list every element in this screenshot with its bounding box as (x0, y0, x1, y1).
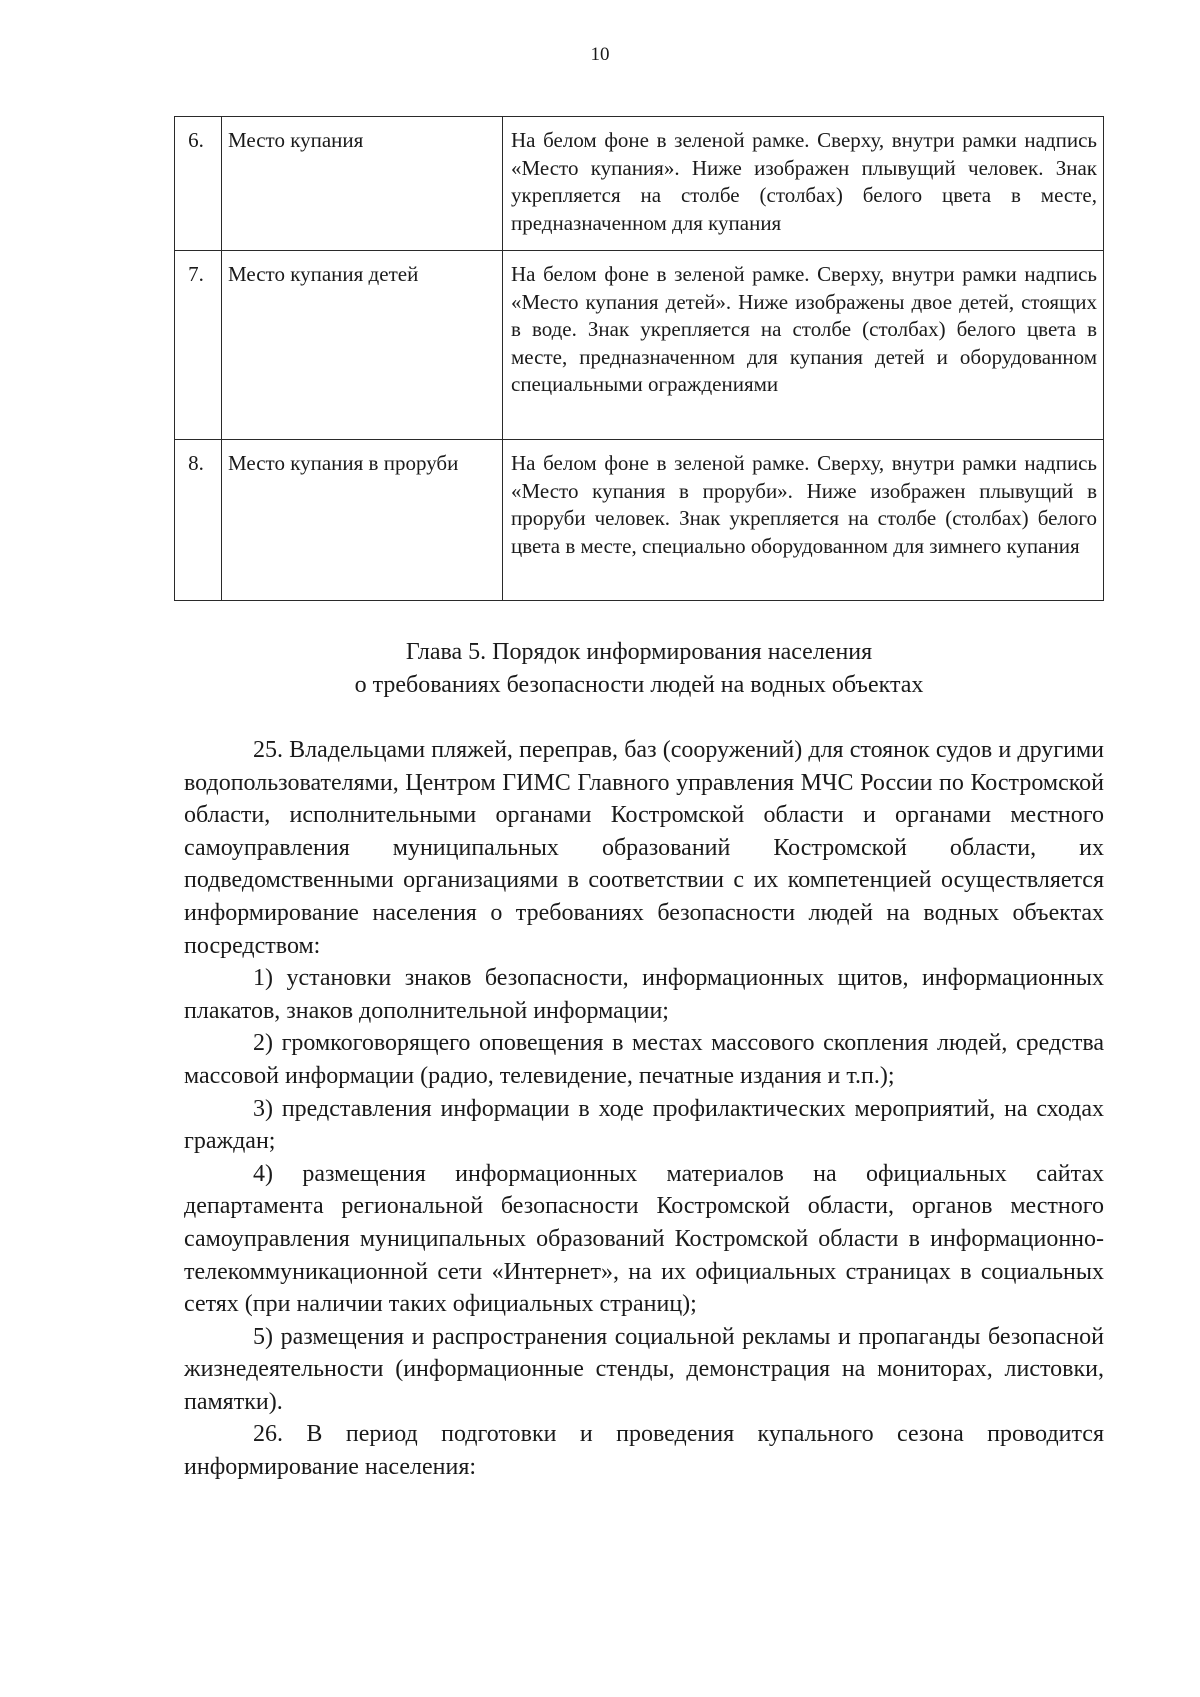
sign-description: На белом фоне в зеленой рамке. Сверху, внутри рамки надпись «Место купания детей». Ниже изображены двое детей, стоящих в воде. Знак укрепляется на столбе (столбах) белого цвета в месте, предназначенном для купания детей и оборудованном специальными ограждениями (503, 251, 1104, 440)
sign-name: Место купания (222, 117, 503, 251)
chapter-title-line-1: Глава 5. Порядок информирования населения (405, 639, 873, 665)
paragraph-25: 25. Владельцами пляжей, переправ, баз (сооружений) для стоянок судов и другими водопользователями, Центром ГИМС Главного управления МЧС России по Костромской области, исполнительными органами Костромской области и органами местного самоуправления муниципальных образований Костромской области, их подведомственными организациями в соответствии с их компетенцией осуществляется информирование населения о требованиях безопасности людей на водных объектах посредством: (184, 737, 1104, 959)
list-item-1: 1) установки знаков безопасности, информационных щитов, информационных плакатов, знаков дополнительной информации; (184, 965, 1104, 1024)
sign-description: На белом фоне в зеленой рамке. Сверху, внутри рамки надпись «Место купания в проруби». Ниже изображен плывущий в проруби человек. Знак укрепляется на столбе (столбах) белого цвета в месте, специально оборудованном для зимнего купания (503, 440, 1104, 601)
row-number: 6. (175, 117, 222, 251)
sign-name: Место купания в проруби (222, 440, 503, 601)
list-item-2: 2) громкоговорящего оповещения в местах массового скопления людей, средства массовой информации (радио, телевидение, печатные издания и т.п.); (184, 1030, 1104, 1089)
table-row (175, 251, 1104, 440)
chapter-title-line-2: о требованиях безопасности людей на водных объектах (354, 672, 924, 698)
signs-table (174, 116, 1104, 601)
table-row (175, 440, 1104, 601)
row-number: 7. (175, 251, 222, 440)
list-item-3: 3) представления информации в ходе профилактических мероприятий, на сходах граждан; (184, 1095, 1104, 1155)
page-number: 10 (590, 44, 610, 65)
list-item-5: 5) размещения и распространения социальной рекламы и пропаганды безопасной жизнедеятельности (информационные стенды, демонстрация на мониторах, листовки, памятки). (184, 1323, 1104, 1415)
paragraph-26: 26. В период подготовки и проведения купального сезона проводится информирование населения: (184, 1421, 1104, 1481)
body-text (184, 734, 1104, 1484)
row-number: 8. (175, 440, 222, 601)
chapter-heading (174, 636, 1104, 702)
sign-description: На белом фоне в зеленой рамке. Сверху, внутри рамки надпись «Место купания». Ниже изображен плывущий человек. Знак укрепляется на столбе (столбах) белого цвета в месте, предназначенном для купания (503, 117, 1104, 251)
sign-name: Место купания детей (222, 251, 503, 440)
table-row (175, 117, 1104, 251)
list-item-4: 4) размещения информационных материалов на официальных сайтах департамента региональной безопасности Костромской области, органов местного самоуправления муниципальных образований Костромской области в информационно-телекоммуникационной сети «Интернет», на их официальных страницах в социальных сетях (при наличии таких официальных страниц); (184, 1160, 1104, 1318)
